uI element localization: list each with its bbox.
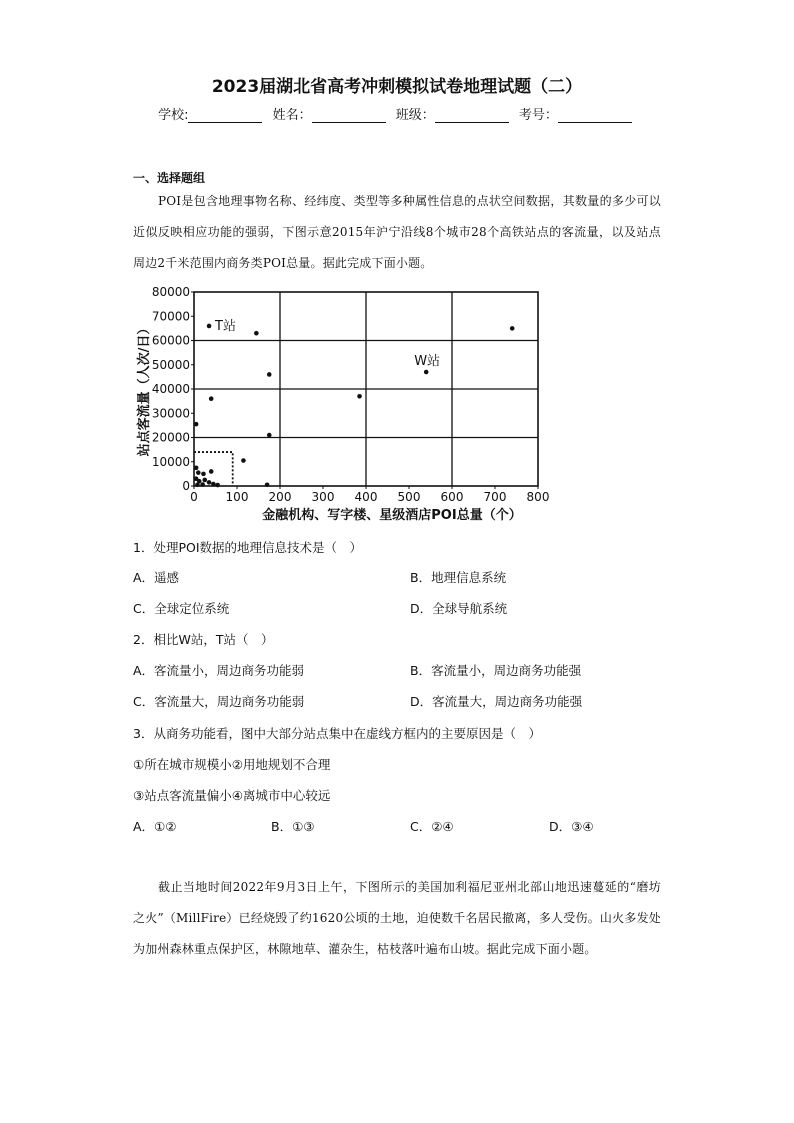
data-point: [207, 324, 212, 329]
q1-option-a[interactable]: A．遥感: [133, 570, 180, 585]
passage-poi: POI是包含地理事物名称、经纬度、类型等多种属性信息的点状空间数据，其数量的多少可以近似反映相应功能的强弱，下图示意2015年沪宁沿线8个城市28个高铁站点的客流量，以及站点周边2千米范围内商务类POI总量。据此完成下面小题。: [133, 194, 661, 270]
y-tick-label: 20000: [151, 430, 190, 445]
data-point: [211, 482, 216, 487]
x-tick-label: 600: [440, 490, 464, 504]
y-tick-label: 50000: [151, 357, 190, 372]
q3-option-b[interactable]: B．①③: [271, 819, 315, 834]
q1-option-c[interactable]: C．全球定位系统: [133, 601, 230, 616]
y-tick-label: 60000: [151, 333, 190, 348]
question-2-stem: 2．相比W站，T站（ ）: [133, 632, 274, 647]
exam-title: 2023届湖北省高考冲刺模拟试卷地理试题（二）: [211, 77, 583, 97]
x-tick-label: 200: [268, 490, 292, 504]
y-axis-label: 站点客流量（人次/日）: [137, 321, 152, 457]
q2-option-b[interactable]: B．客流量小，周边商务功能强: [410, 663, 582, 678]
data-point: [207, 480, 212, 485]
school-label: 学校:: [158, 108, 189, 123]
chart-grid: [194, 292, 538, 486]
x-tick-label: 500: [397, 490, 421, 504]
data-point: [202, 478, 207, 483]
q2-option-c[interactable]: C．客流量大，周边商务功能弱: [133, 694, 305, 709]
q2-option-d[interactable]: D．客流量大，周边商务功能强: [410, 694, 583, 709]
q1-option-d[interactable]: D．全球导航系统: [410, 601, 508, 616]
school-blank[interactable]: [188, 110, 262, 123]
data-point: [254, 331, 259, 336]
x-tick-label: 400: [354, 490, 378, 504]
point-label: T站: [215, 318, 237, 334]
q2-option-a[interactable]: A．客流量小，周边商务功能弱: [133, 663, 305, 678]
exam-number-blank[interactable]: [558, 110, 632, 123]
data-point: [267, 372, 272, 377]
class-blank[interactable]: [435, 110, 509, 123]
q3-statements-1: ①所在城市规模小②用地规划不合理: [133, 757, 331, 772]
q3-option-a[interactable]: A．①②: [133, 819, 177, 834]
y-tick-label: 30000: [151, 406, 190, 421]
question-1-stem: 1．处理POI数据的地理信息技术是（ ）: [133, 540, 363, 555]
x-tick-label: 0: [190, 490, 198, 504]
data-point: [194, 466, 199, 471]
q3-option-c[interactable]: C．②④: [410, 819, 454, 834]
data-point: [200, 482, 205, 487]
y-tick-label: 0: [182, 479, 190, 493]
student-info-line: [0, 104, 794, 123]
name-label: 姓名：: [272, 108, 312, 123]
y-tick-label: 80000: [151, 285, 190, 299]
data-point: [215, 483, 220, 488]
data-point: [209, 469, 214, 474]
exam-number-label: 考号：: [518, 108, 558, 123]
scatter-chart: [130, 284, 560, 524]
data-point: [196, 470, 201, 475]
data-point: [267, 433, 272, 438]
section-heading: 一、选择题组: [133, 171, 206, 185]
data-point: [195, 482, 200, 487]
passage-millfire: 截止当地时间2022年9月3日上午，下图所示的美国加利福尼亚州北部山地迅速蔓延的“磨坊之火”（MillFire）已经烧毁了约1620公顷的土地，迫使数千名居民撤离，多人受伤。山火多发处为加州森林重点保护区，林隙地草、灌杂生，枯枝落叶遍布山坡。据此完成下面小题。: [133, 880, 661, 956]
x-tick-label: 100: [225, 490, 249, 504]
x-axis-label: 金融机构、写字楼、星级酒店POI总量（个）: [262, 508, 522, 523]
name-blank[interactable]: [312, 110, 386, 123]
q3-statements-2: ③站点客流量偏小④离城市中心较远: [133, 788, 331, 803]
data-point: [265, 482, 270, 487]
question-3-stem: 3．从商务功能看，图中大部分站点集中在虚线方框内的主要原因是（ ）: [133, 726, 541, 741]
q3-option-d[interactable]: D．③④: [549, 819, 594, 834]
data-point: [194, 422, 199, 427]
data-point: [201, 472, 206, 477]
data-point: [510, 326, 515, 331]
point-label: W站: [414, 354, 441, 370]
chart-points: [194, 318, 515, 487]
x-tick-label: 300: [311, 490, 335, 504]
class-label: 班级：: [395, 108, 435, 123]
data-point: [241, 458, 246, 463]
data-point: [357, 394, 362, 399]
y-tick-label: 40000: [151, 382, 190, 396]
y-tick-label: 70000: [151, 309, 190, 324]
data-point: [209, 396, 214, 401]
y-tick-label: 10000: [151, 454, 190, 469]
x-tick-label: 700: [483, 490, 507, 504]
data-point: [424, 370, 429, 375]
q1-option-b[interactable]: B．地理信息系统: [410, 570, 507, 585]
x-tick-label: 800: [526, 490, 550, 504]
